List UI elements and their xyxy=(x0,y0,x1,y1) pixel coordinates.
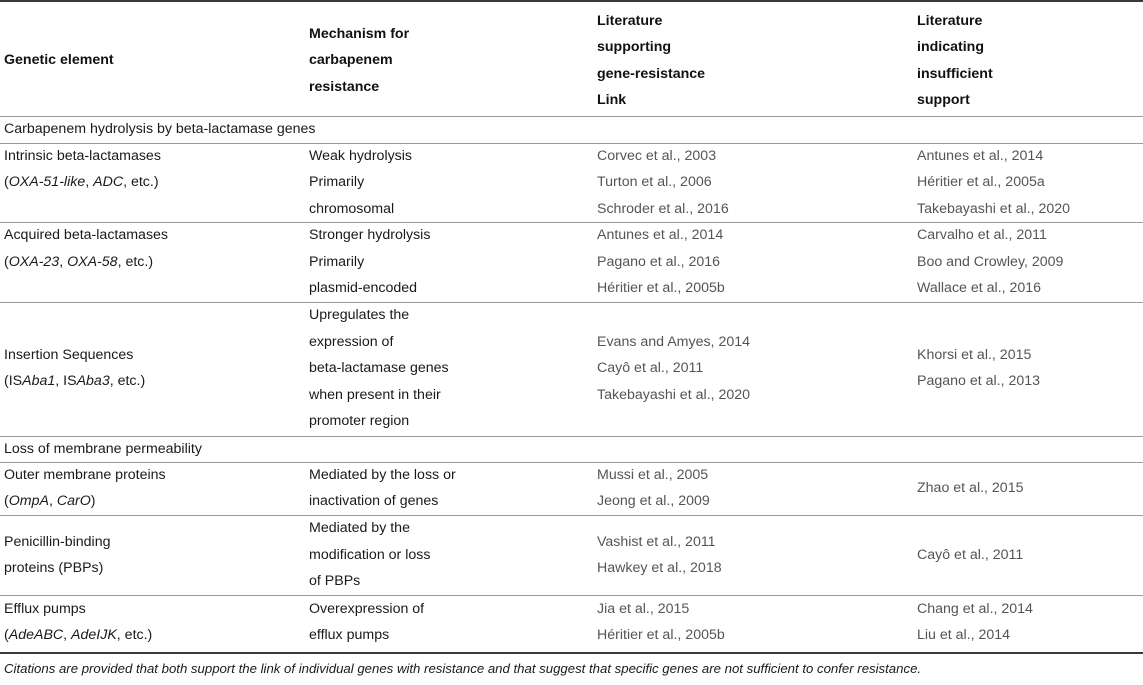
table-bottom-rule xyxy=(0,652,1143,654)
genetic-element-name: Insertion Sequences xyxy=(4,347,134,363)
supporting-citation: Hawkey et al., 2018 xyxy=(597,560,722,576)
header-genetic-element: Genetic element xyxy=(4,52,114,68)
insufficient-citation: Antunes et al., 2014 xyxy=(917,148,1044,164)
supporting-citation: Héritier et al., 2005b xyxy=(597,627,725,643)
insufficient-citation: Chang et al., 2014 xyxy=(917,601,1033,617)
header-supporting-line: supporting xyxy=(597,39,672,55)
genetic-element-genes: (OXA-51-like, ADC, etc.) xyxy=(4,174,159,190)
supporting-citation: Jeong et al., 2009 xyxy=(597,493,710,509)
supporting-citation: Pagano et al., 2016 xyxy=(597,254,721,270)
mechanism-text: Mediated by the xyxy=(309,520,410,536)
section-title: Carbapenem hydrolysis by beta-lactamase genes xyxy=(4,121,316,137)
insufficient-citation: Boo and Crowley, 2009 xyxy=(917,254,1064,270)
header-mechanism-line: resistance xyxy=(309,79,380,95)
insufficient-citation: Zhao et al., 2015 xyxy=(917,480,1024,496)
supporting-citation: Mussi et al., 2005 xyxy=(597,467,709,483)
mechanism-text: beta-lactamase genes xyxy=(309,360,449,376)
insufficient-citation: Wallace et al., 2016 xyxy=(917,280,1042,296)
genetic-element-name: Penicillin-binding xyxy=(4,534,111,550)
genetic-element-name: Outer membrane proteins xyxy=(4,467,166,483)
header-supporting-line: Literature xyxy=(597,13,663,29)
genetic-element-name: Intrinsic beta-lactamases xyxy=(4,148,161,164)
genetic-element-name: Efflux pumps xyxy=(4,601,86,617)
mechanism-text: promoter region xyxy=(309,413,410,429)
insufficient-citation: Pagano et al., 2013 xyxy=(917,373,1041,389)
header-insufficient-line: Literature xyxy=(917,13,983,29)
mechanism-text: Overexpression of xyxy=(309,601,425,617)
mechanism-text: Mediated by the loss or xyxy=(309,467,456,483)
supporting-citation: Cayô et al., 2011 xyxy=(597,360,704,376)
mechanism-text: Stronger hydrolysis xyxy=(309,227,431,243)
header-insufficient-line: support xyxy=(917,92,970,108)
supporting-citation: Schroder et al., 2016 xyxy=(597,201,729,217)
supporting-citation: Héritier et al., 2005b xyxy=(597,280,725,296)
insufficient-citation: Khorsi et al., 2015 xyxy=(917,347,1032,363)
supporting-citation: Jia et al., 2015 xyxy=(597,601,690,617)
mechanism-text: Weak hydrolysis xyxy=(309,148,413,164)
genetic-element-genes: (ISAba1, ISAba3, etc.) xyxy=(4,373,146,389)
row-rule xyxy=(0,302,1143,303)
supporting-citation: Corvec et al., 2003 xyxy=(597,148,717,164)
header-supporting-line: Link xyxy=(597,92,627,108)
header-insufficient-line: indicating xyxy=(917,39,984,55)
supporting-citation: Evans and Amyes, 2014 xyxy=(597,334,751,350)
mechanism-text: plasmid-encoded xyxy=(309,280,418,296)
insufficient-citation: Cayô et al., 2011 xyxy=(917,547,1024,563)
genetic-element-genes: (OXA-23, OXA-58, etc.) xyxy=(4,254,154,270)
insufficient-citation: Héritier et al., 2005a xyxy=(917,174,1045,190)
supporting-citation: Takebayashi et al., 2020 xyxy=(597,387,751,403)
supporting-citation: Vashist et al., 2011 xyxy=(597,534,716,550)
mechanism-text: when present in their xyxy=(309,387,441,403)
insufficient-citation: Liu et al., 2014 xyxy=(917,627,1011,643)
table-top-rule xyxy=(0,0,1143,2)
mechanism-text: Upregulates the xyxy=(309,307,410,323)
header-mechanism-line: carbapenem xyxy=(309,52,393,68)
section-rule xyxy=(0,462,1143,463)
genetic-element-genes: (OmpA, CarO) xyxy=(4,493,96,509)
mechanism-text: of PBPs xyxy=(309,573,361,589)
header-supporting-line: gene-resistance xyxy=(597,66,706,82)
insufficient-citation: Takebayashi et al., 2020 xyxy=(917,201,1071,217)
supporting-citation: Turton et al., 2006 xyxy=(597,174,712,190)
mechanism-text: Primarily xyxy=(309,254,365,270)
mechanism-text: chromosomal xyxy=(309,201,395,217)
row-rule xyxy=(0,515,1143,516)
genetic-element-genes: (AdeABC, AdeIJK, etc.) xyxy=(4,627,153,643)
mechanism-text: modification or loss xyxy=(309,547,431,563)
mechanism-text: expression of xyxy=(309,334,394,350)
table-caption: Citations are provided that both support the link of individual genes with resistance and that suggest that specific genes are not sufficient to confer resistance. xyxy=(4,661,922,676)
section-title: Loss of membrane permeability xyxy=(4,441,202,457)
genetic-element-genes: proteins (PBPs) xyxy=(4,560,104,576)
supporting-citation: Antunes et al., 2014 xyxy=(597,227,724,243)
header-mechanism-line: Mechanism for xyxy=(309,26,410,42)
insufficient-citation: Carvalho et al., 2011 xyxy=(917,227,1047,243)
mechanism-text: Primarily xyxy=(309,174,365,190)
mechanism-text: inactivation of genes xyxy=(309,493,439,509)
genetic-element-name: Acquired beta-lactamases xyxy=(4,227,169,243)
mechanism-text: efflux pumps xyxy=(309,627,390,643)
header-insufficient-line: insufficient xyxy=(917,66,993,82)
